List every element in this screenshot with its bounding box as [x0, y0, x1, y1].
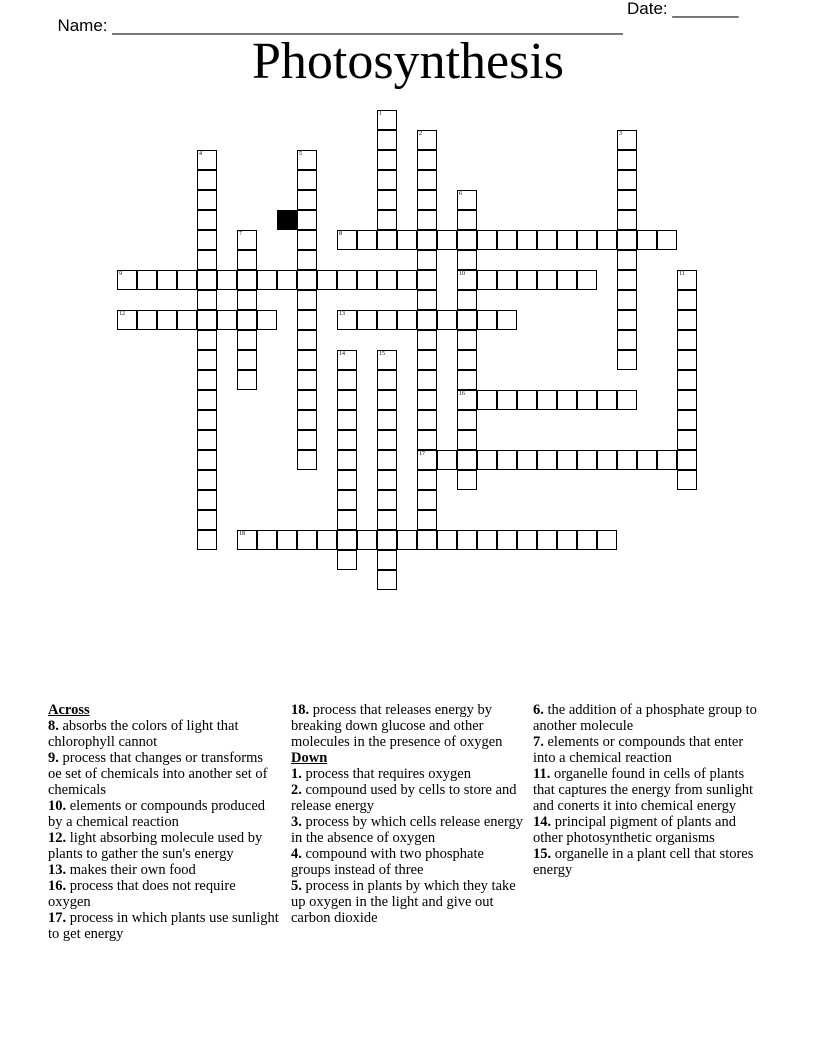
- clue-number: 4.: [291, 846, 302, 862]
- crossword-cell[interactable]: [197, 150, 217, 170]
- crossword-cell[interactable]: [297, 210, 317, 230]
- clue-number: 6.: [533, 702, 544, 718]
- crossword-cell[interactable]: [537, 270, 557, 290]
- clue-item: [533, 702, 769, 734]
- clue-text: principal pigment of plants and other photosynthetic organisms: [533, 814, 736, 846]
- cell-number: 2: [419, 131, 422, 137]
- clue-item: [533, 814, 769, 846]
- crossword-cell[interactable]: [497, 270, 517, 290]
- crossword-cell[interactable]: [517, 390, 537, 410]
- crossword-cell[interactable]: [477, 270, 497, 290]
- crossword-cell[interactable]: [497, 450, 517, 470]
- crossword-cell[interactable]: [417, 350, 437, 370]
- crossword-cell[interactable]: [357, 310, 377, 330]
- clue-text: process that requires oxygen: [301, 766, 471, 782]
- crossword-cell[interactable]: [677, 410, 697, 430]
- clue-text: process that changes or transforms oe set of chemicals into another set of chemicals: [48, 750, 268, 798]
- crossword-cell[interactable]: [457, 190, 477, 210]
- clue-item: [533, 846, 769, 878]
- crossword-cell[interactable]: [437, 530, 457, 550]
- crossword-cell[interactable]: [197, 390, 217, 410]
- crossword-cell[interactable]: [497, 230, 517, 250]
- crossword-cell[interactable]: [617, 250, 637, 270]
- crossword-cell[interactable]: [377, 170, 397, 190]
- crossword-cell[interactable]: [237, 310, 257, 330]
- clue-number: 18.: [291, 702, 310, 718]
- crossword-cell[interactable]: [677, 350, 697, 370]
- crossword-cell[interactable]: [417, 150, 437, 170]
- crossword-cell[interactable]: [117, 270, 137, 290]
- crossword-cell[interactable]: [337, 230, 357, 250]
- crossword-cell[interactable]: [417, 530, 437, 550]
- crossword-cell[interactable]: [477, 530, 497, 550]
- crossword-cell[interactable]: [677, 430, 697, 450]
- down-clue-list-continued: [533, 702, 769, 878]
- crossword-cell[interactable]: [677, 450, 697, 470]
- crossword-cell[interactable]: [457, 230, 477, 250]
- crossword-cell[interactable]: [617, 290, 637, 310]
- cell-number: 3: [619, 131, 622, 137]
- crossword-cell[interactable]: [417, 270, 437, 290]
- crossword-cell[interactable]: [557, 530, 577, 550]
- cell-number: 9: [119, 271, 122, 277]
- crossword-cell[interactable]: [617, 310, 637, 330]
- crossword-cell[interactable]: [517, 530, 537, 550]
- crossword-cell[interactable]: [597, 530, 617, 550]
- crossword-cell[interactable]: [337, 550, 357, 570]
- crossword-cell[interactable]: [197, 330, 217, 350]
- crossword-cell[interactable]: [237, 290, 257, 310]
- crossword-cell[interactable]: [357, 230, 377, 250]
- crossword-cell[interactable]: [237, 350, 257, 370]
- crossword-cell[interactable]: [417, 310, 437, 330]
- clue-number: 17.: [48, 910, 67, 926]
- crossword-cell[interactable]: [437, 310, 457, 330]
- crossword-cell[interactable]: [457, 470, 477, 490]
- crossword-cell[interactable]: [137, 310, 157, 330]
- crossword-cell[interactable]: [517, 450, 537, 470]
- crossword-cell[interactable]: [197, 510, 217, 530]
- crossword-cell[interactable]: [337, 410, 357, 430]
- crossword-cell[interactable]: [617, 190, 637, 210]
- crossword-cell[interactable]: [617, 230, 637, 250]
- clue-number: 15.: [533, 846, 552, 862]
- crossword-cell[interactable]: [437, 450, 457, 470]
- crossword-cell[interactable]: [677, 310, 697, 330]
- clue-text: absorbs the colors of light that chlorophyll cannot: [48, 718, 239, 750]
- crossword-cell[interactable]: [117, 310, 137, 330]
- cell-number: 16: [459, 391, 465, 397]
- clue-number: 14.: [533, 814, 552, 830]
- crossword-cell[interactable]: [197, 470, 217, 490]
- crossword-cell[interactable]: [337, 490, 357, 510]
- crossword-cell[interactable]: [537, 450, 557, 470]
- crossword-cell[interactable]: [157, 310, 177, 330]
- crossword-cell[interactable]: [377, 410, 397, 430]
- clue-item: [291, 814, 525, 846]
- clue-text: compound with two phosphate groups instead of three: [291, 846, 484, 878]
- clue-text: process in plants by which they take up oxygen in the light and give out carbon dioxide: [291, 878, 516, 926]
- crossword-cell[interactable]: [377, 510, 397, 530]
- clue-item: [48, 830, 280, 862]
- crossword-cell[interactable]: [197, 450, 217, 470]
- clue-text: process that releases energy by breaking down glucose and other molecules in the presence of oxygen: [291, 702, 503, 750]
- crossword-cell[interactable]: [617, 390, 637, 410]
- crossword-cell[interactable]: [377, 210, 397, 230]
- crossword-cell[interactable]: [457, 410, 477, 430]
- crossword-cell[interactable]: [677, 290, 697, 310]
- crossword-cell[interactable]: [677, 390, 697, 410]
- clue-text: process that does not require oxygen: [48, 878, 236, 910]
- clue-text: organelle in a plant cell that stores energy: [533, 846, 754, 878]
- clue-text: elements or compounds that enter into a chemical reaction: [533, 734, 744, 766]
- crossword-cell[interactable]: [617, 450, 637, 470]
- crossword-cell[interactable]: [417, 370, 437, 390]
- clue-text: makes their own food: [66, 862, 196, 878]
- clue-item: [48, 862, 280, 878]
- crossword-cell[interactable]: [257, 530, 277, 550]
- name-field-label[interactable]: Name: ______________________________________________________: [57, 16, 623, 35]
- clue-item: [48, 798, 280, 830]
- crossword-cell[interactable]: [417, 490, 437, 510]
- crossword-cell[interactable]: [557, 230, 577, 250]
- crossword-cell[interactable]: [457, 270, 477, 290]
- clue-number: 10.: [48, 798, 67, 814]
- crossword-cell[interactable]: [577, 530, 597, 550]
- crossword-cell[interactable]: [377, 570, 397, 590]
- clue-item: [533, 734, 769, 766]
- crossword-cell[interactable]: [457, 430, 477, 450]
- clue-text: light absorbing molecule used by plants to gather the sun's energy: [48, 830, 263, 862]
- crossword-cell[interactable]: [557, 390, 577, 410]
- crossword-cell[interactable]: [337, 270, 357, 290]
- date-field-label[interactable]: Date: _______: [627, 0, 739, 18]
- crossword-cell[interactable]: [197, 250, 217, 270]
- crossword-cell[interactable]: [457, 370, 477, 390]
- clue-number: 3.: [291, 814, 302, 830]
- crossword-cell[interactable]: [277, 530, 297, 550]
- crossword-cell[interactable]: [237, 370, 257, 390]
- crossword-cell[interactable]: [677, 270, 697, 290]
- cell-number: 15: [379, 351, 385, 357]
- clue-number: 1.: [291, 766, 302, 782]
- crossword-cell[interactable]: [317, 270, 337, 290]
- crossword-cell[interactable]: [197, 270, 217, 290]
- cell-number: 7: [239, 231, 242, 237]
- crossword-cell[interactable]: [537, 530, 557, 550]
- crossword-cell[interactable]: [457, 310, 477, 330]
- cell-number: 13: [339, 311, 345, 317]
- crossword-cell[interactable]: [297, 250, 317, 270]
- crossword-cell[interactable]: [537, 230, 557, 250]
- cell-number: 5: [299, 151, 302, 157]
- crossword-cell[interactable]: [477, 450, 497, 470]
- crossword-cell[interactable]: [457, 450, 477, 470]
- crossword-cell[interactable]: [377, 310, 397, 330]
- crossword-cell[interactable]: [197, 210, 217, 230]
- clue-text: the addition of a phosphate group to another molecule: [533, 702, 757, 734]
- crossword-cell[interactable]: [677, 370, 697, 390]
- crossword-cell[interactable]: [657, 450, 677, 470]
- crossword-cell[interactable]: [237, 250, 257, 270]
- cell-number: 18: [239, 531, 245, 537]
- clue-item: [533, 766, 769, 814]
- crossword-cell[interactable]: [377, 350, 397, 370]
- crossword-cell[interactable]: [417, 430, 437, 450]
- cell-number: 1: [379, 111, 382, 117]
- crossword-cell[interactable]: [617, 170, 637, 190]
- crossword-cell[interactable]: [397, 310, 417, 330]
- crossword-cell[interactable]: [417, 130, 437, 150]
- crossword-cell[interactable]: [237, 330, 257, 350]
- crossword-cell[interactable]: [417, 410, 437, 430]
- cell-number: 14: [339, 351, 345, 357]
- crossword-cell[interactable]: [477, 310, 497, 330]
- crossword-cell[interactable]: [197, 290, 217, 310]
- crossword-cell[interactable]: [377, 430, 397, 450]
- clue-item: [48, 878, 280, 910]
- crossword-cell[interactable]: [677, 330, 697, 350]
- crossword-cell[interactable]: [377, 270, 397, 290]
- crossword-cell[interactable]: [197, 310, 217, 330]
- crossword-cell[interactable]: [297, 170, 317, 190]
- crossword-cell[interactable]: [417, 170, 437, 190]
- crossword-cell[interactable]: [317, 530, 337, 550]
- cell-number: 17: [419, 451, 425, 457]
- clue-text: process by which cells release energy in the absence of oxygen: [291, 814, 524, 846]
- crossword-cell[interactable]: [497, 390, 517, 410]
- clue-number: 13.: [48, 862, 67, 878]
- clue-text: elements or compounds produced by a chemical reaction: [48, 798, 266, 830]
- crossword-cell[interactable]: [517, 230, 537, 250]
- crossword-cell[interactable]: [417, 230, 437, 250]
- clue-item: [291, 766, 525, 782]
- clue-number: 7.: [533, 734, 544, 750]
- crossword-cell[interactable]: [377, 230, 397, 250]
- crossword-cell[interactable]: [617, 330, 637, 350]
- crossword-cell[interactable]: [297, 390, 317, 410]
- clue-item: [291, 878, 525, 926]
- crossword-cell[interactable]: [617, 210, 637, 230]
- crossword-cell[interactable]: [297, 430, 317, 450]
- crossword-cell[interactable]: [417, 470, 437, 490]
- crossword-cell[interactable]: [497, 530, 517, 550]
- crossword-cell[interactable]: [417, 330, 437, 350]
- clue-item: [48, 718, 280, 750]
- clue-item: [291, 702, 525, 750]
- crossword-cell[interactable]: [297, 410, 317, 430]
- cell-number: 12: [119, 311, 125, 317]
- crossword-cell[interactable]: [457, 330, 477, 350]
- across-heading: Across: [48, 702, 90, 718]
- crossword-cell[interactable]: [297, 350, 317, 370]
- clue-number: 16.: [48, 878, 67, 894]
- crossword-cell[interactable]: [197, 230, 217, 250]
- down-clue-list: [291, 766, 525, 926]
- crossword-cell[interactable]: [417, 290, 437, 310]
- clue-text: organelle found in cells of plants that captures the energy from sunlight and conerts it into chemical energy: [533, 766, 753, 814]
- crossword-cell[interactable]: [557, 450, 577, 470]
- crossword-cell[interactable]: [417, 210, 437, 230]
- crossword-cell[interactable]: [297, 530, 317, 550]
- crossword-cell[interactable]: [597, 390, 617, 410]
- crossword-cell[interactable]: [197, 490, 217, 510]
- crossword-cell[interactable]: [217, 310, 237, 330]
- crossword-cell[interactable]: [637, 450, 657, 470]
- crossword-cell[interactable]: [377, 390, 397, 410]
- crossword-cell[interactable]: [357, 530, 377, 550]
- clue-text: compound used by cells to store and release energy: [291, 782, 517, 814]
- crossword-cell[interactable]: [377, 110, 397, 130]
- crossword-cell[interactable]: [237, 530, 257, 550]
- crossword-cell[interactable]: [557, 270, 577, 290]
- crossword-cell[interactable]: [337, 530, 357, 550]
- crossword-cell[interactable]: [297, 330, 317, 350]
- clue-number: 11.: [533, 766, 551, 782]
- crossword-cell[interactable]: [417, 190, 437, 210]
- crossword-cell[interactable]: [577, 390, 597, 410]
- crossword-cell[interactable]: [577, 230, 597, 250]
- crossword-cell[interactable]: [457, 530, 477, 550]
- crossword-cell[interactable]: [277, 270, 297, 290]
- crossword-cell[interactable]: [197, 530, 217, 550]
- crossword-cell[interactable]: [297, 310, 317, 330]
- crossword-cell[interactable]: [457, 210, 477, 230]
- crossword-cell[interactable]: [197, 410, 217, 430]
- crossword-cell[interactable]: [197, 350, 217, 370]
- clue-number: 9.: [48, 750, 59, 766]
- crossword-cell[interactable]: [177, 310, 197, 330]
- crossword-cell[interactable]: [477, 390, 497, 410]
- crossword-cell[interactable]: [337, 450, 357, 470]
- crossword-cell[interactable]: [357, 270, 377, 290]
- crossword-cell[interactable]: [457, 390, 477, 410]
- crossword-cell[interactable]: [437, 230, 457, 250]
- crossword-cell[interactable]: [417, 250, 437, 270]
- crossword-cell[interactable]: [377, 490, 397, 510]
- crossword-cell[interactable]: [157, 270, 177, 290]
- crossword-cell[interactable]: [377, 550, 397, 570]
- clue-item: [48, 910, 280, 942]
- crossword-cell[interactable]: [617, 270, 637, 290]
- clue-item: [48, 750, 280, 798]
- crossword-cell[interactable]: [577, 270, 597, 290]
- crossword-cell[interactable]: [217, 270, 237, 290]
- crossword-cell[interactable]: [257, 310, 277, 330]
- cell-number: 4: [199, 151, 202, 157]
- crossword-cell[interactable]: [597, 230, 617, 250]
- crossword-cell[interactable]: [477, 230, 497, 250]
- crossword-cell[interactable]: [297, 290, 317, 310]
- crossword-cell[interactable]: [617, 150, 637, 170]
- crossword-cell[interactable]: [297, 270, 317, 290]
- page-title: Photosynthesis: [251, 33, 565, 90]
- crossword-cell[interactable]: [637, 230, 657, 250]
- crossword-cell[interactable]: [197, 370, 217, 390]
- across-clue-list: [48, 718, 280, 942]
- clue-number: 8.: [48, 718, 59, 734]
- crossword-cell[interactable]: [197, 190, 217, 210]
- crossword-cell[interactable]: [237, 270, 257, 290]
- crossword-cell[interactable]: [657, 230, 677, 250]
- crossword-cell[interactable]: [297, 450, 317, 470]
- across-clue-list-continued: [291, 702, 525, 750]
- clue-number: 12.: [48, 830, 67, 846]
- crossword-cell[interactable]: [397, 530, 417, 550]
- cell-number: 6: [459, 191, 462, 197]
- crossword-cell[interactable]: [137, 270, 157, 290]
- cell-number: 10: [459, 271, 465, 277]
- crossword-cell[interactable]: [397, 270, 417, 290]
- crossword-cell[interactable]: [377, 530, 397, 550]
- crossword-cell[interactable]: [297, 150, 317, 170]
- crossword-cell[interactable]: [337, 350, 357, 370]
- crossword-cell[interactable]: [577, 450, 597, 470]
- clue-number: 2.: [291, 782, 302, 798]
- crossword-cell[interactable]: [337, 370, 357, 390]
- crossword-cell[interactable]: [337, 390, 357, 410]
- crossword-cell[interactable]: [177, 270, 197, 290]
- clue-column-2: [291, 702, 525, 926]
- crossword-cell[interactable]: [337, 470, 357, 490]
- crossword-cell[interactable]: [377, 190, 397, 210]
- crossword-cell[interactable]: [257, 270, 277, 290]
- crossword-cell[interactable]: [197, 170, 217, 190]
- crossword-cell[interactable]: [457, 250, 477, 270]
- crossword-cell[interactable]: [197, 430, 217, 450]
- crossword-cell[interactable]: [417, 390, 437, 410]
- down-heading: Down: [291, 750, 328, 766]
- cell-number: 11: [679, 271, 685, 277]
- crossword-cell[interactable]: [617, 350, 637, 370]
- crossword-cell[interactable]: [377, 450, 397, 470]
- crossword-cell[interactable]: [377, 470, 397, 490]
- crossword-cell[interactable]: [337, 510, 357, 530]
- crossword-cell[interactable]: [297, 230, 317, 250]
- crossword-cell[interactable]: [677, 470, 697, 490]
- crossword-cell[interactable]: [297, 370, 317, 390]
- clue-item: [291, 846, 525, 878]
- crossword-cell[interactable]: [337, 430, 357, 450]
- crossword-cell[interactable]: [377, 130, 397, 150]
- crossword-cell[interactable]: [597, 450, 617, 470]
- crossword-cell[interactable]: [237, 230, 257, 250]
- crossword-cell[interactable]: [297, 190, 317, 210]
- crossword-cell[interactable]: [377, 150, 397, 170]
- clue-column-3: [533, 702, 769, 878]
- crossword-cell[interactable]: [497, 310, 517, 330]
- crossword-cell[interactable]: [377, 370, 397, 390]
- crossword-cell[interactable]: [417, 510, 437, 530]
- cell-number: 8: [339, 231, 342, 237]
- crossword-cell[interactable]: [517, 270, 537, 290]
- clue-column-1: [48, 702, 280, 942]
- crossword-block-cell: [277, 210, 297, 230]
- crossword-cell[interactable]: [457, 290, 477, 310]
- crossword-cell[interactable]: [617, 130, 637, 150]
- crossword-cell[interactable]: [537, 390, 557, 410]
- clue-number: 5.: [291, 878, 302, 894]
- clue-item: [291, 782, 525, 814]
- crossword-cell[interactable]: [337, 310, 357, 330]
- clue-text: process in which plants use sunlight to get energy: [48, 910, 279, 942]
- crossword-cell[interactable]: [417, 450, 437, 470]
- crossword-cell[interactable]: [457, 350, 477, 370]
- crossword-cell[interactable]: [397, 230, 417, 250]
